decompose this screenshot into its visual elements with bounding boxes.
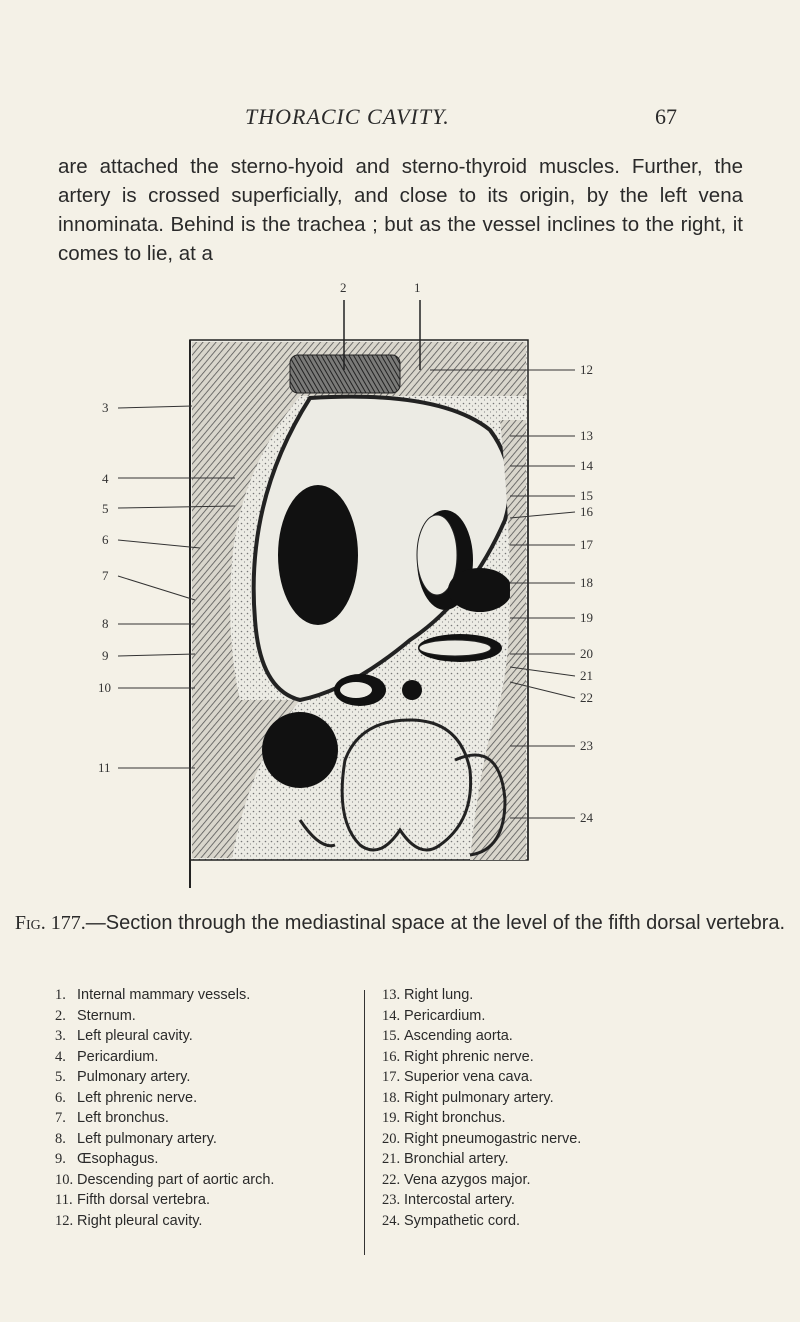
label-right-21: 21 — [580, 668, 593, 683]
page-number: 67 — [655, 104, 677, 129]
legend-number: 16. — [382, 1048, 401, 1065]
legend-item — [55, 1026, 345, 1047]
label-right-20: 20 — [580, 646, 593, 661]
legend-item — [382, 1026, 752, 1047]
body-paragraph: are attached the sterno-hyoid and sterno-thyroid muscles. Further, the artery is crossed superficially, and close to its origin, by the left vena innominata. Behind is the trachea ; but as the vessel inclines to the right, it comes to lie, at a — [58, 155, 743, 265]
legend-left-column — [55, 985, 345, 1231]
label-right-24: 24 — [580, 810, 593, 825]
legend-item — [382, 1190, 752, 1211]
legend-item — [55, 1088, 345, 1109]
label-right-18: 18 — [580, 575, 593, 590]
legend-item — [382, 985, 752, 1006]
page-header — [0, 100, 800, 140]
legend-number: 21. — [382, 1151, 401, 1167]
legend-text: Left bronchus. — [77, 1110, 169, 1126]
legend-text: Internal mammary vessels. — [77, 987, 251, 1003]
label-right-14: 14 — [580, 458, 593, 473]
legend-number: 6. — [55, 1089, 66, 1106]
legend-text: Ascending aorta. — [404, 1028, 513, 1044]
legend-item — [382, 1006, 752, 1027]
label-left-4: 4 — [102, 471, 109, 486]
legend-number: 7. — [55, 1110, 66, 1126]
label-left-11: 11 — [98, 760, 111, 775]
legend-item — [55, 1067, 345, 1088]
legend-item — [382, 1129, 752, 1150]
legend-item — [55, 1006, 345, 1027]
legend-text: Right pulmonary artery. — [404, 1089, 554, 1106]
caption-text: —Section through the mediastinal space at the level of the fifth dorsal vertebra. — [85, 912, 786, 934]
legend-text: Right bronchus. — [404, 1110, 506, 1126]
legend-item — [55, 1211, 345, 1232]
legend-number: 19. — [382, 1110, 401, 1126]
legend-text: Superior vena cava. — [404, 1069, 533, 1085]
legend-number: 3. — [55, 1028, 66, 1044]
legend-text: Right pneumogastric nerve. — [404, 1130, 582, 1147]
legend-item — [382, 1149, 752, 1170]
legend-number: 13. — [382, 987, 401, 1003]
legend-text: Right pleural cavity. — [77, 1212, 203, 1229]
label-left-7: 7 — [102, 568, 109, 583]
legend-text: Œsophagus. — [77, 1151, 159, 1167]
label-right-19: 19 — [580, 610, 593, 625]
running-title: THORACIC CAVITY. — [245, 104, 450, 129]
legend-number: 11. — [55, 1192, 73, 1208]
legend-item — [382, 1108, 752, 1129]
legend-item — [55, 1047, 345, 1068]
label-top-1: 1 — [414, 280, 421, 295]
legend-item — [55, 1149, 345, 1170]
legend-number: 20. — [382, 1130, 401, 1147]
legend-item — [55, 1129, 345, 1150]
label-right-12: 12 — [580, 362, 593, 377]
label-left-8: 8 — [102, 616, 109, 631]
legend-number: 18. — [382, 1089, 401, 1106]
legend-text: Right phrenic nerve. — [404, 1048, 534, 1065]
legend-text: Left pleural cavity. — [77, 1028, 193, 1044]
legend-number: 12. — [55, 1212, 74, 1229]
label-left-5: 5 — [102, 501, 109, 516]
label-left-6: 6 — [102, 532, 109, 547]
legend-item — [55, 1170, 345, 1191]
legend-text: Intercostal artery. — [404, 1192, 515, 1208]
legend-text: Sympathetic cord. — [404, 1212, 521, 1229]
legend-text: Pulmonary artery. — [77, 1069, 191, 1085]
legend-text: Left phrenic nerve. — [77, 1089, 198, 1106]
label-left-9: 9 — [102, 648, 109, 663]
label-right-16: 16 — [580, 504, 593, 519]
legend-item — [55, 1108, 345, 1129]
legend-text: Vena azygos major. — [404, 1171, 531, 1188]
legend-number: 4. — [55, 1048, 66, 1065]
legend-number: 23. — [382, 1192, 401, 1208]
label-right-13: 13 — [580, 428, 593, 443]
legend-item — [382, 1067, 752, 1088]
label-right-15: 15 — [580, 488, 593, 503]
descending-aorta — [262, 712, 338, 788]
legend-number: 17. — [382, 1069, 401, 1085]
legend-number: 14. — [382, 1007, 401, 1024]
legend-text: Left pulmonary artery. — [77, 1130, 217, 1147]
legend-item — [382, 1088, 752, 1109]
sternum-region — [192, 300, 526, 396]
figure-number: Fig. 177. — [14, 912, 86, 934]
legend-item — [382, 1211, 752, 1232]
legend-number: 2. — [55, 1007, 66, 1024]
legend-text: Pericardium. — [404, 1007, 486, 1024]
legend-divider — [364, 990, 365, 1255]
legend-right-column — [382, 985, 752, 1231]
legend-item — [55, 985, 345, 1006]
legend-item — [382, 1170, 752, 1191]
label-left-10: 10 — [98, 680, 111, 695]
anatomical-section-figure — [0, 276, 800, 896]
label-right-22: 22 — [580, 690, 593, 705]
legend-text: Bronchial artery. — [404, 1151, 509, 1167]
label-right-23: 23 — [580, 738, 593, 753]
pulmonary-artery — [278, 485, 358, 625]
figure-caption — [0, 910, 800, 937]
legend-text: Sternum. — [77, 1007, 136, 1024]
legend-number: 15. — [382, 1028, 401, 1044]
legend-number: 9. — [55, 1151, 66, 1167]
legend-number: 10. — [55, 1171, 74, 1188]
legend-text: Pericardium. — [77, 1048, 159, 1065]
legend-item — [382, 1047, 752, 1068]
label-right-17: 17 — [580, 537, 593, 552]
legend-number: 8. — [55, 1130, 66, 1147]
legend-number: 24. — [382, 1212, 401, 1229]
label-top-2: 2 — [340, 280, 347, 295]
legend-item — [55, 1190, 345, 1211]
legend-text: Fifth dorsal vertebra. — [77, 1192, 210, 1208]
legend-number: 5. — [55, 1069, 66, 1085]
label-left-3: 3 — [102, 400, 109, 415]
legend-text: Descending part of aortic arch. — [77, 1171, 275, 1188]
legend-number: 1. — [55, 987, 66, 1003]
legend-text: Right lung. — [404, 987, 474, 1003]
legend-number: 22. — [382, 1171, 401, 1188]
